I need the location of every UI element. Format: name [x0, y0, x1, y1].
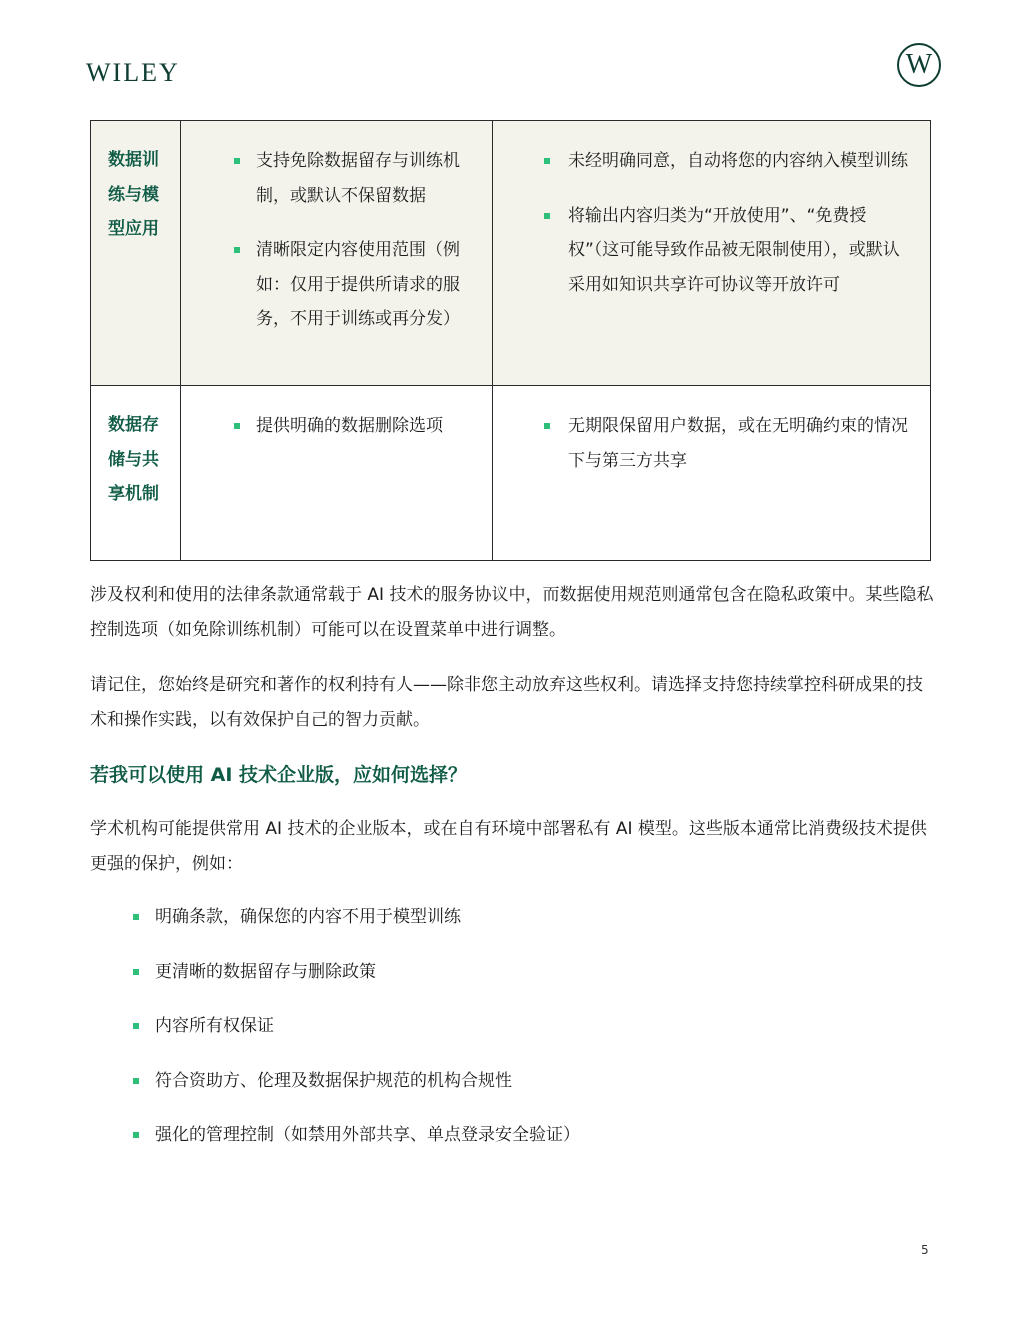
- table-row: [91, 121, 931, 386]
- risk-cell: [493, 121, 931, 386]
- feature-list: [90, 900, 580, 1173]
- recommended-cell: [181, 121, 493, 386]
- list-item: 清晰限定内容使用范围（例如：仅用于提供所请求的服务，不用于训练或再分发）: [182, 233, 477, 337]
- risk-cell: [493, 386, 931, 561]
- section-heading: 若我可以使用 AI 技术企业版，应如何选择？: [90, 764, 468, 786]
- list-item: 将输出内容归类为“开放使用”、“免费授权”（这可能导致作品被无限制使用），或默认采用如知识共享许可协议等开放许可: [494, 199, 915, 303]
- comparison-table: [90, 120, 931, 561]
- list-item: 未经明确同意，自动将您的内容纳入模型训练: [494, 144, 915, 179]
- body-paragraph: 涉及权利和使用的法律条款通常载于 AI 技术的服务协议中，而数据使用规范则通常包含在隐私政策中。某些隐私控制选项（如免除训练机制）可能可以在设置菜单中进行调整。: [90, 585, 934, 640]
- list-item: 更清晰的数据留存与删除政策: [90, 955, 580, 1010]
- row-label: 数据训练与模型应用: [91, 121, 181, 386]
- recommended-cell: [181, 386, 493, 561]
- list-item: 明确条款，确保您的内容不用于模型训练: [90, 900, 580, 955]
- list-item: 强化的管理控制（如禁用外部共享、单点登录安全验证）: [90, 1118, 580, 1173]
- wiley-wordmark: WILEY: [86, 58, 180, 87]
- body-paragraph: 请记住，您始终是研究和著作的权利持有人——除非您主动放弃这些权利。请选择支持您持续掌控科研成果的技术和操作实践，以有效保护自己的智力贡献。: [90, 675, 923, 730]
- list-item: 内容所有权保证: [90, 1009, 580, 1064]
- list-item: 提供明确的数据删除选项: [182, 409, 477, 444]
- wiley-circle-logo-icon: W: [897, 43, 941, 87]
- row-label: 数据存储与共享机制: [91, 386, 181, 561]
- list-item: 支持免除数据留存与训练机制，或默认不保留数据: [182, 144, 477, 213]
- list-item: 无期限保留用户数据，或在无明确约束的情况下与第三方共享: [494, 409, 915, 478]
- list-item: 符合资助方、伦理及数据保护规范的机构合规性: [90, 1064, 580, 1119]
- page-number: 5: [921, 1243, 929, 1257]
- section-intro: 学术机构可能提供常用 AI 技术的企业版本，或在自有环境中部署私有 AI 模型。这些版本通常比消费级技术提供更强的保护，例如：: [90, 819, 927, 874]
- table-row: [91, 386, 931, 561]
